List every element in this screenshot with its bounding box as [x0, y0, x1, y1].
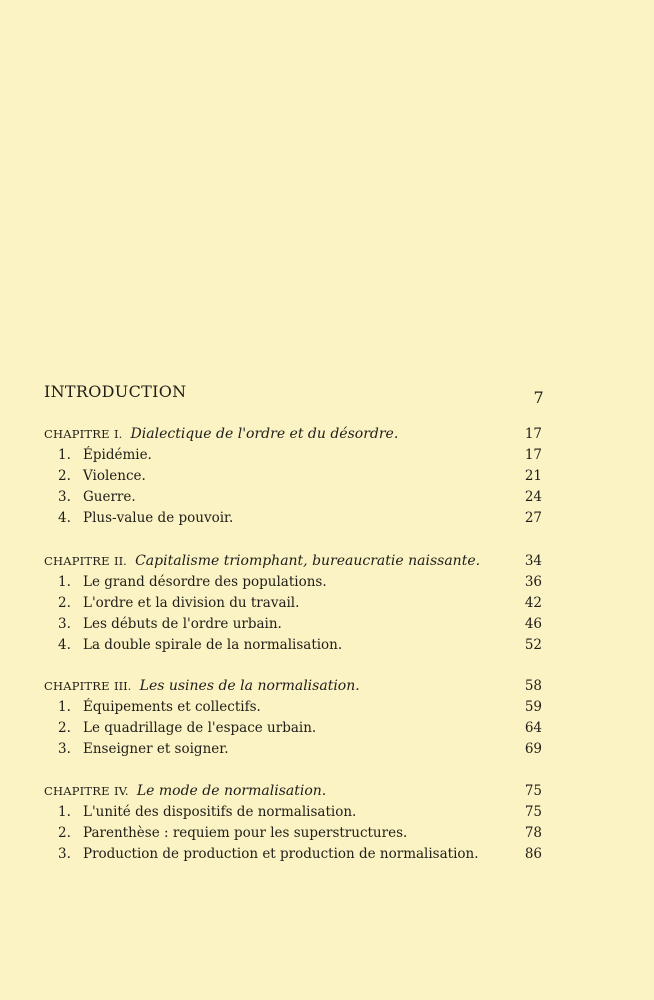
chapter-4-title: Le mode de normalisation. — [136, 783, 327, 799]
section-title: Parenthèse : requiem pour les superstructures. — [83, 825, 408, 841]
chapter-3-heading — [44, 678, 542, 699]
section-page: 36 — [524, 574, 542, 590]
chapter-2-page: 34 — [524, 553, 542, 569]
section-number: 1. — [58, 804, 71, 820]
chapter-2-label: CHAPITRE — [44, 554, 110, 568]
section-page: 59 — [524, 699, 542, 715]
section-number: 1. — [58, 447, 71, 463]
section-number: 2. — [58, 825, 71, 841]
section-2-1 — [44, 574, 542, 595]
section-title: La double spirale de la normalisation. — [83, 637, 343, 653]
chapter-3-page: 58 — [524, 678, 542, 694]
section-title: Plus-value de pouvoir. — [83, 510, 234, 526]
section-3-1 — [44, 699, 542, 720]
section-number: 1. — [58, 699, 71, 715]
section-number: 3. — [58, 846, 71, 862]
chapter-4-heading — [44, 783, 542, 804]
toc-introduction — [44, 382, 544, 407]
section-page: 27 — [524, 510, 542, 526]
chapter-4-page: 75 — [524, 783, 542, 799]
section-title: Le quadrillage de l'espace urbain. — [83, 720, 317, 736]
section-number: 4. — [58, 637, 71, 653]
chapter-2-title: Capitalisme triomphant, bureaucratie naissante. — [135, 553, 481, 569]
section-1-4 — [44, 510, 542, 531]
section-title: Le grand désordre des populations. — [83, 574, 327, 590]
section-3-2 — [44, 720, 542, 741]
section-page: 24 — [524, 489, 542, 505]
section-4-1 — [44, 804, 542, 825]
section-page: 86 — [524, 846, 542, 862]
section-number: 3. — [58, 616, 71, 632]
section-page: 69 — [524, 741, 542, 757]
section-page: 64 — [524, 720, 542, 736]
section-title: L'unité des dispositifs de normalisation. — [83, 804, 357, 820]
section-3-3 — [44, 741, 542, 762]
chapter-4-roman: IV. — [114, 784, 129, 798]
section-1-2 — [44, 468, 542, 489]
chapter-1-roman: I. — [114, 427, 123, 441]
chapter-2-heading — [44, 553, 542, 574]
section-page: 75 — [524, 804, 542, 820]
section-page: 52 — [524, 637, 542, 653]
section-1-3 — [44, 489, 542, 510]
section-2-2 — [44, 595, 542, 616]
introduction-page: 7 — [533, 388, 544, 407]
section-4-2 — [44, 825, 542, 846]
section-title: Violence. — [83, 468, 146, 484]
section-title: Enseigner et soigner. — [83, 741, 229, 757]
section-number: 3. — [58, 741, 71, 757]
section-title: L'ordre et la division du travail. — [83, 595, 300, 611]
section-number: 3. — [58, 489, 71, 505]
chapter-3-label: CHAPITRE — [44, 679, 110, 693]
section-number: 2. — [58, 720, 71, 736]
section-number: 4. — [58, 510, 71, 526]
chapter-1-label: CHAPITRE — [44, 427, 110, 441]
introduction-label: INTRODUCTION — [44, 382, 187, 401]
section-page: 42 — [524, 595, 542, 611]
chapter-3 — [44, 678, 542, 762]
chapter-4 — [44, 783, 542, 867]
chapter-1-page: 17 — [524, 426, 542, 442]
section-number: 1. — [58, 574, 71, 590]
chapter-1 — [44, 426, 542, 531]
section-page: 46 — [524, 616, 542, 632]
section-title: Épidémie. — [83, 447, 152, 463]
section-page: 21 — [524, 468, 542, 484]
section-title: Production de production et production de normalisation. — [83, 846, 479, 862]
section-number: 2. — [58, 595, 71, 611]
section-2-3 — [44, 616, 542, 637]
chapter-2-roman: II. — [114, 554, 127, 568]
section-number: 2. — [58, 468, 71, 484]
chapter-1-title: Dialectique de l'ordre et du désordre. — [130, 426, 399, 442]
section-page: 17 — [524, 447, 542, 463]
section-2-4 — [44, 637, 542, 658]
chapter-2 — [44, 553, 542, 658]
chapter-3-title: Les usines de la normalisation. — [139, 678, 360, 694]
section-1-1 — [44, 447, 542, 468]
section-title: Les débuts de l'ordre urbain. — [83, 616, 282, 632]
section-title: Équipements et collectifs. — [83, 699, 261, 715]
section-page: 78 — [524, 825, 542, 841]
chapter-1-heading — [44, 426, 542, 447]
section-title: Guerre. — [83, 489, 136, 505]
chapter-4-label: CHAPITRE — [44, 784, 110, 798]
section-4-3 — [44, 846, 542, 867]
chapter-3-roman: III. — [114, 679, 132, 693]
